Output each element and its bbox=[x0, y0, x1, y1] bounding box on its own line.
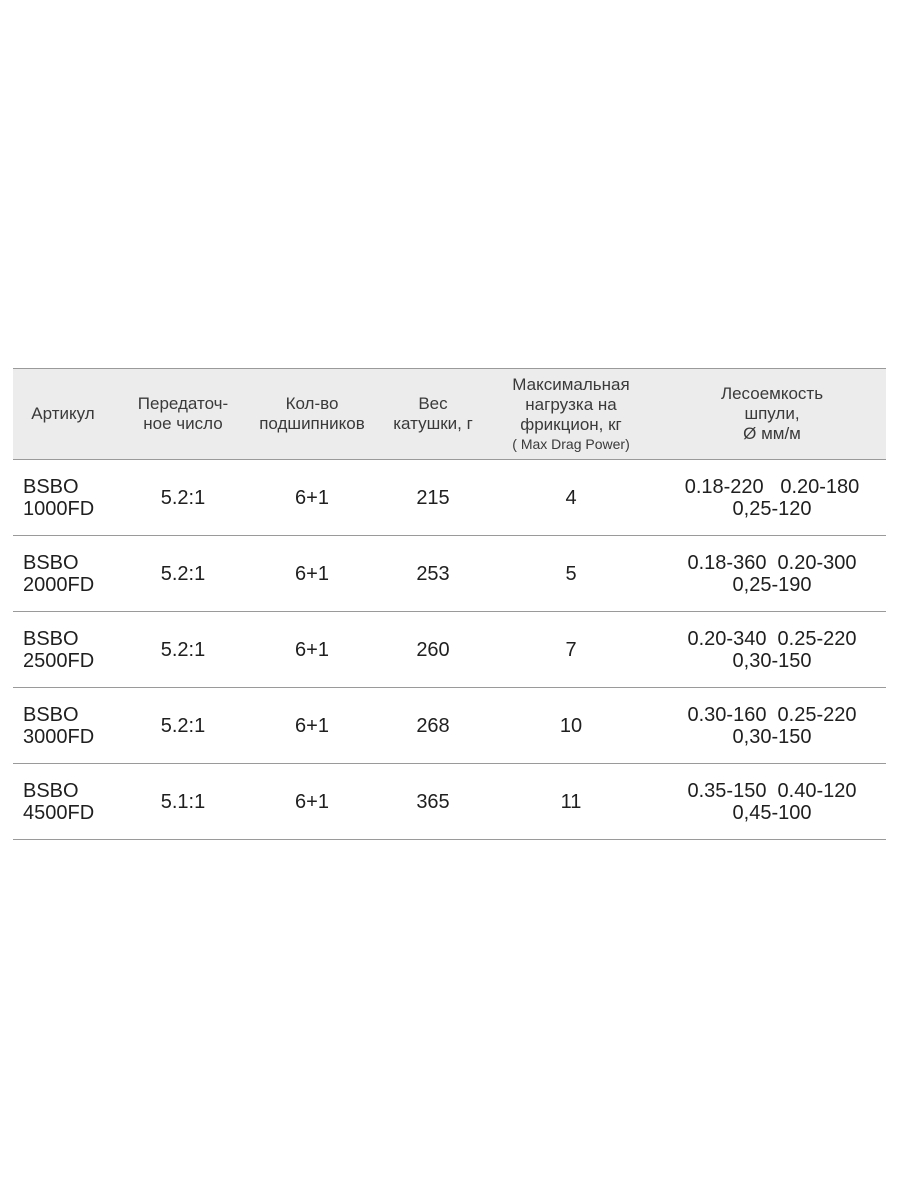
article-cell bbox=[23, 764, 123, 839]
capacity-line1: 0.30-160 0.25-220 bbox=[687, 703, 857, 726]
drag-cell bbox=[491, 536, 651, 611]
capacity-line1: 0.35-150 0.40-120 bbox=[687, 779, 857, 802]
bearings-cell bbox=[243, 764, 381, 839]
weight-value: 268 bbox=[416, 714, 450, 737]
table-row bbox=[13, 460, 886, 536]
capacity-cell bbox=[661, 536, 883, 611]
article-line1: BSBO bbox=[23, 551, 79, 574]
ratio-value: 5.2:1 bbox=[160, 562, 206, 585]
article-line2: 3000FD bbox=[23, 725, 95, 748]
article-cell bbox=[23, 688, 123, 763]
header-drag bbox=[491, 369, 651, 459]
article-line1: BSBO bbox=[23, 779, 79, 802]
capacity-line1: 0.18-360 0.20-300 bbox=[687, 551, 857, 574]
capacity-line1: 0.20-340 0.25-220 bbox=[687, 627, 857, 650]
bearings-cell bbox=[243, 460, 381, 535]
header-capacity-line2: шпули, bbox=[744, 404, 800, 423]
bearings-cell bbox=[243, 688, 381, 763]
capacity-line2: 0,25-190 bbox=[732, 573, 812, 596]
weight-value: 365 bbox=[416, 790, 450, 813]
drag-value: 10 bbox=[559, 714, 583, 737]
header-gear-ratio-line1: Передаточ- bbox=[137, 394, 229, 413]
header-weight-line1: Вес bbox=[418, 394, 448, 413]
weight-cell bbox=[375, 536, 491, 611]
capacity-cell bbox=[661, 764, 883, 839]
spec-table bbox=[13, 368, 886, 840]
article-cell bbox=[23, 536, 123, 611]
ratio-cell bbox=[113, 764, 253, 839]
bearings-value: 6+1 bbox=[295, 790, 329, 813]
header-bearings bbox=[243, 369, 381, 459]
capacity-line1: 0.18-220 0.20-180 bbox=[684, 475, 860, 498]
ratio-cell bbox=[113, 688, 253, 763]
capacity-line2: 0,30-150 bbox=[732, 649, 812, 672]
header-bearings-line1: Кол-во bbox=[285, 394, 339, 413]
bearings-value: 6+1 bbox=[295, 638, 329, 661]
drag-cell bbox=[491, 612, 651, 687]
header-gear-ratio bbox=[113, 369, 253, 459]
header-capacity bbox=[661, 369, 883, 459]
header-capacity-line3: Ø мм/м bbox=[743, 424, 801, 443]
header-article-label: Артикул bbox=[31, 404, 95, 423]
bearings-value: 6+1 bbox=[295, 562, 329, 585]
drag-value: 4 bbox=[565, 486, 577, 509]
drag-value: 5 bbox=[565, 562, 577, 585]
bearings-cell bbox=[243, 612, 381, 687]
article-line1: BSBO bbox=[23, 475, 79, 498]
article-cell bbox=[23, 460, 123, 535]
table-row bbox=[13, 536, 886, 612]
header-drag-line1: Максимальная bbox=[512, 375, 630, 394]
capacity-line2: 0,25-120 bbox=[732, 497, 812, 520]
ratio-value: 5.2:1 bbox=[160, 714, 206, 737]
header-article bbox=[13, 369, 113, 459]
drag-cell bbox=[491, 764, 651, 839]
header-gear-ratio-line2: ное число bbox=[143, 414, 223, 433]
weight-value: 260 bbox=[416, 638, 450, 661]
weight-value: 253 bbox=[416, 562, 450, 585]
drag-cell bbox=[491, 460, 651, 535]
ratio-cell bbox=[113, 460, 253, 535]
header-weight bbox=[375, 369, 491, 459]
table-row bbox=[13, 764, 886, 840]
drag-value: 7 bbox=[565, 638, 577, 661]
capacity-line2: 0,45-100 bbox=[732, 801, 812, 824]
header-weight-line2: катушки, г bbox=[393, 414, 473, 433]
ratio-value: 5.2:1 bbox=[160, 638, 206, 661]
ratio-value: 5.2:1 bbox=[160, 486, 206, 509]
ratio-value: 5.1:1 bbox=[160, 790, 206, 813]
weight-cell bbox=[375, 764, 491, 839]
bearings-value: 6+1 bbox=[295, 486, 329, 509]
weight-value: 215 bbox=[416, 486, 450, 509]
header-bearings-line2: подшипников bbox=[259, 414, 365, 433]
weight-cell bbox=[375, 460, 491, 535]
capacity-cell bbox=[661, 612, 883, 687]
weight-cell bbox=[375, 612, 491, 687]
weight-cell bbox=[375, 688, 491, 763]
article-line2: 2500FD bbox=[23, 649, 95, 672]
capacity-cell bbox=[661, 460, 883, 535]
drag-value: 11 bbox=[560, 790, 582, 813]
ratio-cell bbox=[113, 536, 253, 611]
bearings-value: 6+1 bbox=[295, 714, 329, 737]
article-line2: 2000FD bbox=[23, 573, 95, 596]
ratio-cell bbox=[113, 612, 253, 687]
article-line2: 1000FD bbox=[23, 497, 95, 520]
table-row bbox=[13, 612, 886, 688]
table-row bbox=[13, 688, 886, 764]
table-header bbox=[13, 368, 886, 460]
capacity-line2: 0,30-150 bbox=[732, 725, 812, 748]
article-line1: BSBO bbox=[23, 627, 79, 650]
article-line1: BSBO bbox=[23, 703, 79, 726]
header-capacity-line1: Лесоемкость bbox=[720, 384, 824, 403]
header-drag-note: ( Max Drag Power) bbox=[512, 436, 630, 452]
article-cell bbox=[23, 612, 123, 687]
article-line2: 4500FD bbox=[23, 801, 95, 824]
bearings-cell bbox=[243, 536, 381, 611]
header-drag-line3: фрикцион, кг bbox=[520, 415, 622, 434]
header-drag-line2: нагрузка на bbox=[525, 395, 617, 414]
drag-cell bbox=[491, 688, 651, 763]
capacity-cell bbox=[661, 688, 883, 763]
